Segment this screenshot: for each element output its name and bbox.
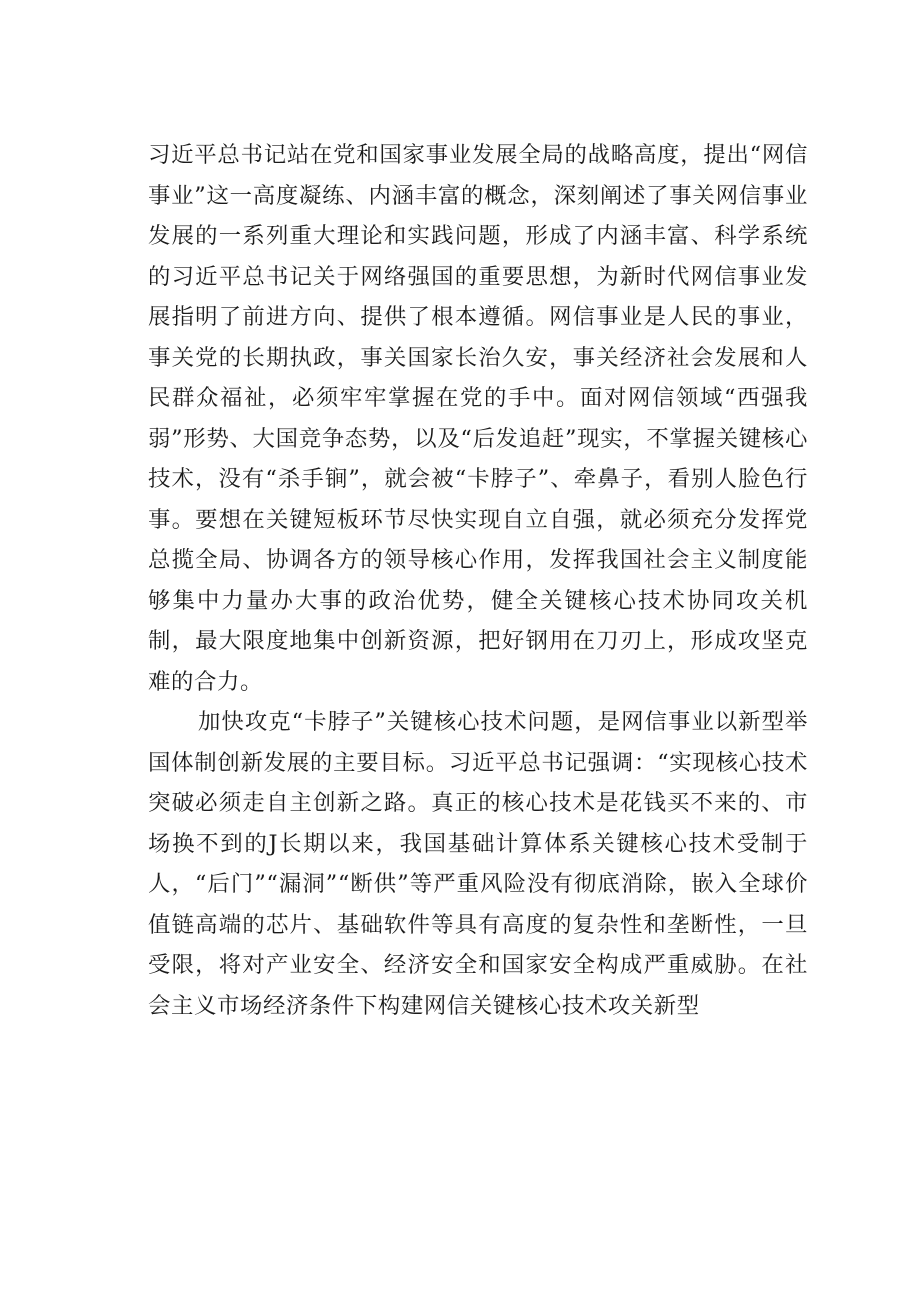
paragraph-1: 习近平总书记站在党和国家事业发展全局的战略高度，提出“网信事业”这一高度凝练、内涵丰富的概念，深刻阐述了事关网信事业发展的一系列重大理论和实践问题，形成了内涵丰富、科学系统的习近平总书记关于网络强国的重要思想，为新时代网信事业发展指明了前进方向、提供了根本遵循。网信事业是人民的事业，事关党的长期执政，事关国家长治久安，事关经济社会发展和人民群众福祉，必须牢牢掌握在党的手中。面对网信领域“西强我弱”形势、大国竞争态势，以及“后发追赶”现实，不掌握关键核心技术，没有“杀手锏”，就会被“卡脖子”、牵鼻子，看别人脸色行事。要想在关键短板环节尽快实现自立自强，就必须充分发挥党总揽全局、协调各方的领导核心作用，发挥我国社会主义制度能够集中力量办大事的政治优势，健全关键核心技术协同攻关机制，最大限度地集中创新资源，把好钢用在刀刃上，形成攻坚克难的合力。: [148, 142, 808, 695]
document-body: [148, 135, 808, 1026]
paragraph-2: 加快攻克“卡脖子”关键核心技术问题，是网信事业以新型举国体制创新发展的主要目标。习近平总书记强调：“实现核心技术突破必须走自主创新之路。真正的核心技术是花钱买不来的、市场换不到的J长期以来，我国基础计算体系关键核心技术受制于人，“后门”“漏洞”“断供”等严重风险没有彻底消除，嵌入全球价值链高端的芯片、基础软件等具有高度的复杂性和垄断性，一旦受限，将对产业安全、经济安全和国家安全构成严重威胁。在社会主义市场经济条件下构建网信关键核心技术攻关新型: [148, 709, 808, 1019]
